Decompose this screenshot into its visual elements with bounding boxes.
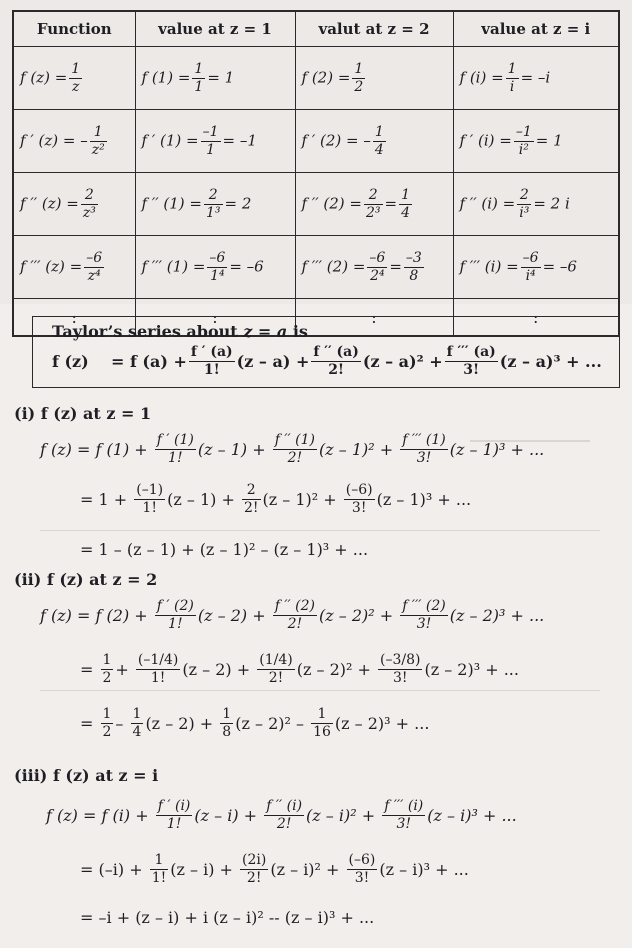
denominator: 1! <box>168 616 183 632</box>
taylor-term3-tail: (z – a)³ + ... <box>499 352 602 371</box>
equation-lhs: = <box>80 660 94 679</box>
term1-fraction <box>131 706 144 741</box>
denominator: 2! <box>246 870 262 886</box>
numerator: (1/4) <box>259 652 293 668</box>
term3-tail: (z – i)³ + ... <box>427 806 517 825</box>
cell-fraction <box>364 187 383 222</box>
cell-fraction <box>84 250 104 285</box>
equation-lhs: f (z) = <box>46 806 97 825</box>
cell-z1 <box>135 110 295 173</box>
denominator: 1⁴ <box>210 267 225 284</box>
term2-tail: (z – 1)² + <box>262 490 337 509</box>
numerator: f ′′′ (i) <box>384 798 424 814</box>
cell-fraction <box>352 61 365 96</box>
numerator: 1 <box>102 706 112 722</box>
taylor-term2-tail: (z – a)² + <box>362 352 443 371</box>
cell-zi <box>453 110 619 173</box>
bleed-through-rule <box>40 530 600 531</box>
term3-tail: (z – 2)³ + ... <box>424 660 519 679</box>
cell-rhs: = –6 <box>229 257 264 275</box>
numerator: –1 <box>515 123 532 140</box>
cell-rhs: = 2 i <box>533 194 570 212</box>
cell-equals: = <box>384 194 398 212</box>
cell-fraction <box>207 250 227 285</box>
term3-tail: (z – 2)³ + ... <box>334 714 430 733</box>
denominator: 3! <box>351 500 367 516</box>
denominator: i⁴ <box>525 267 536 284</box>
numerator: 1 <box>102 652 112 668</box>
numerator: f ′′ (i) <box>266 798 303 814</box>
taylor-title <box>52 322 308 341</box>
cell-func <box>13 110 135 173</box>
function-values-table <box>12 10 620 337</box>
cell-lhs: f ′′ (2) = <box>301 194 362 212</box>
numerator: f ′ (1) <box>156 432 194 448</box>
numerator: –6 <box>369 249 386 266</box>
equation-lhs: = <box>80 714 94 733</box>
term1-tail: (z – 2) + <box>197 606 266 625</box>
term0-fraction <box>101 706 114 741</box>
cell-fraction <box>517 187 531 222</box>
numerator: 1 <box>507 60 517 77</box>
part1-line2 <box>80 482 471 517</box>
header-function: Function <box>13 11 135 47</box>
part1-line1 <box>40 432 544 467</box>
term2-fraction <box>257 652 294 687</box>
cell-fraction <box>192 61 205 96</box>
denominator: 3! <box>416 616 432 632</box>
continuation-dots: : <box>135 299 295 337</box>
term1-tail: (z – 2) + <box>145 714 214 733</box>
cell-rhs: = 2 <box>224 194 252 212</box>
taylor-title-var: z = a <box>243 322 288 341</box>
term1-fraction <box>156 798 193 833</box>
denominator: 1! <box>168 450 183 466</box>
part2-line3 <box>80 706 429 741</box>
continuation-dots: : <box>13 299 135 337</box>
part2-line1 <box>40 598 544 633</box>
numerator: f ′ (2) <box>156 598 194 614</box>
cell-lhs: f ′′′ (z) = <box>20 257 83 275</box>
term3-fraction <box>382 798 425 833</box>
cell-lhs: f ′ (1) = <box>141 131 199 149</box>
term2-fraction <box>273 432 317 467</box>
numerator: f ′′′ (2) <box>402 598 446 614</box>
numerator: 2 <box>517 187 531 205</box>
term3-fraction <box>400 432 447 467</box>
term2-fraction <box>242 482 261 517</box>
cell-lhs: f ′ (2) = – <box>301 131 371 149</box>
term2-tail: (z – 2)² + <box>319 606 394 625</box>
denominator: z <box>72 78 80 95</box>
numerator: 1 <box>71 60 81 77</box>
numerator: (2i) <box>242 852 267 868</box>
term0-join: – <box>115 714 124 733</box>
term2-tail: (z – i)² + <box>270 860 340 879</box>
numerator: (–1/4) <box>137 652 179 668</box>
numerator: f ′′′ (1) <box>402 432 446 448</box>
cell-rhs: = –6 <box>542 257 577 275</box>
part2-line2 <box>80 652 519 687</box>
numerator: 1 <box>222 706 232 722</box>
header-value-z2: valut at z = 2 <box>295 11 453 47</box>
cell-rhs: = –i <box>520 68 551 86</box>
cell-z2 <box>295 236 453 299</box>
taylor-eq: = <box>110 352 125 371</box>
denominator: 2! <box>243 500 259 516</box>
term3-fraction <box>344 482 375 517</box>
denominator: z⁴ <box>87 267 101 284</box>
cell-fraction <box>373 124 386 159</box>
term2-tail: (z – 2)² – <box>235 714 304 733</box>
equation-lhs: = <box>80 860 94 879</box>
term2-fraction <box>220 706 233 741</box>
cell-zi <box>453 173 619 236</box>
term0-join: + <box>115 660 129 679</box>
numerator: 1 <box>401 186 411 203</box>
cell-fraction <box>521 250 541 285</box>
denominator: 2! <box>276 816 292 832</box>
taylor-term1-tail: (z – a) + <box>236 352 310 371</box>
cell-lhs: f ′′ (z) = <box>20 194 79 212</box>
cell-equals: = <box>389 257 402 275</box>
denominator: 1! <box>150 670 166 686</box>
term2-fraction <box>240 852 268 887</box>
denominator: i² <box>518 141 529 158</box>
cell-fraction <box>81 187 98 222</box>
continuation-dots: : <box>453 299 619 337</box>
cell-lhs: f ′′′ (1) = <box>141 257 206 275</box>
term3-fraction <box>347 852 378 887</box>
denominator: 16 <box>313 724 331 740</box>
denominator: 8 <box>409 267 419 284</box>
taylor-title-end: is <box>292 322 308 341</box>
header-value-zi: value at z = i <box>453 11 619 47</box>
cell-lhs: f ′ (z) = – <box>20 131 88 149</box>
term1-tail: (z – 1) + <box>197 440 266 459</box>
cell-rhs: = 1 <box>535 131 563 149</box>
taylor-term2-frac: $\frac{f '' (a)}{2!}$ <box>313 344 359 378</box>
numerator: 1 <box>90 124 107 142</box>
cell-func <box>13 173 135 236</box>
term3-fraction <box>378 652 422 687</box>
cell-z2 <box>295 47 453 110</box>
cell-lhs: f ′′ (i) = <box>459 194 516 212</box>
denominator: 2! <box>287 616 303 632</box>
cell-z1 <box>135 47 295 110</box>
cell-lhs: f ′′ (1) = <box>141 194 202 212</box>
cell-lhs: f (1) = <box>141 68 191 86</box>
part1-line3: = 1 – (z – 1) + (z – 1)² – (z – 1)³ + ... <box>80 540 369 559</box>
term1-fraction <box>155 432 196 467</box>
taylor-term0: f (a) + <box>129 352 187 371</box>
taylor-formula <box>52 344 602 379</box>
cell-z2 <box>295 110 453 173</box>
cell-fraction <box>69 61 82 96</box>
denominator: 2 <box>354 78 364 95</box>
term3-tail: (z – 2)³ + ... <box>449 606 545 625</box>
denominator: 1! <box>142 500 157 516</box>
numerator: (–3/8) <box>379 652 421 668</box>
taylor-lhs: f (z) <box>52 352 89 371</box>
cell-fraction <box>367 250 387 285</box>
term0-fraction <box>101 652 114 687</box>
table-row <box>13 236 619 299</box>
taylor-term1-frac: $\frac{f ' (a)}{1!}$ <box>190 344 233 378</box>
table-row <box>13 47 619 110</box>
numerator: f ′′ (2) <box>274 598 316 614</box>
term2-fraction <box>273 598 317 633</box>
numerator: 1 <box>132 706 142 722</box>
denominator: 1! <box>166 816 182 832</box>
part1-heading: (i) f (z) at z = 1 <box>14 404 152 423</box>
cell-func <box>13 47 135 110</box>
numerator: (–6) <box>348 852 376 868</box>
cell-fraction <box>201 124 221 159</box>
cell-fraction-2 <box>399 187 412 222</box>
denominator: 3! <box>396 816 412 832</box>
numerator: 1 <box>150 852 169 870</box>
cell-lhs: f (2) = <box>301 68 351 86</box>
term3-tail: (z – 1)³ + ... <box>449 440 545 459</box>
term2-tail: (z – i)² + <box>306 806 376 825</box>
denominator: 2 <box>102 670 112 686</box>
term3-fraction <box>311 706 333 741</box>
bleed-through-rule <box>40 690 600 691</box>
cell-z1 <box>135 173 295 236</box>
denominator: 3! <box>416 450 432 466</box>
denominator: z² <box>91 141 105 158</box>
term1-tail: (z – 1) + <box>167 490 235 509</box>
cell-lhs: f ′′′ (i) = <box>459 257 519 275</box>
cell-fraction <box>514 124 534 159</box>
equation-lhs: f (z) = <box>40 440 91 459</box>
denominator: 4 <box>132 724 142 740</box>
term1-fraction <box>136 652 180 687</box>
denominator: 2! <box>287 450 303 466</box>
equation-lhs: f (z) = <box>40 606 91 625</box>
numerator: f ′′ (1) <box>274 432 316 448</box>
denominator: 4 <box>374 141 384 158</box>
cell-fraction <box>506 61 519 96</box>
cell-lhs: f ′ (i) = <box>459 131 512 149</box>
part3-line3: = –i + (z – i) + i (z – i)² -- (z – i)³ + ... <box>80 908 375 927</box>
equation-term0: 1 + <box>98 490 128 509</box>
equation-term0: f (2) + <box>95 606 148 625</box>
equation-term0: f (i) + <box>101 806 149 825</box>
term3-fraction <box>400 598 447 633</box>
cell-rhs: = –1 <box>222 131 257 149</box>
denominator: 4 <box>401 204 411 221</box>
term2-fraction <box>264 798 304 833</box>
table-row <box>13 110 619 173</box>
term1-tail: (z – i) + <box>170 860 233 879</box>
numerator: (–1) <box>136 482 164 498</box>
denominator: i³ <box>519 204 530 221</box>
cell-lhs: f (i) = <box>459 68 504 86</box>
part3-line2 <box>80 852 469 887</box>
denominator: 2⁴ <box>370 267 385 284</box>
header-value-z1: value at z = 1 <box>135 11 295 47</box>
term1-tail: (z – 2) + <box>182 660 251 679</box>
numerator: –3 <box>405 249 422 266</box>
taylor-term3-frac: $\frac{f ''' (a)}{3!}$ <box>446 344 496 378</box>
part3-heading: (iii) f (z) at z = i <box>14 766 159 785</box>
cell-fraction <box>90 124 107 159</box>
equation-lhs: = <box>80 490 94 509</box>
part3-line1 <box>46 798 517 833</box>
denominator: 1 <box>194 78 204 95</box>
denominator: 2³ <box>365 204 381 221</box>
term3-tail: (z – 1)³ + ... <box>376 490 472 509</box>
numerator: 1 <box>311 706 333 724</box>
part2-heading: (ii) f (z) at z = 2 <box>14 570 158 589</box>
numerator: 1 <box>194 60 204 77</box>
denominator: 2! <box>268 670 284 686</box>
cell-lhs: f (z) = <box>20 68 68 86</box>
cell-fraction-2 <box>404 250 424 285</box>
cell-lhs: f ′′′ (2) = <box>301 257 366 275</box>
denominator: i <box>509 78 515 95</box>
equation-term0: (–i) + <box>98 860 143 879</box>
denominator: 2 <box>102 724 112 740</box>
term1-fraction <box>155 598 196 633</box>
cell-func <box>13 236 135 299</box>
numerator: 1 <box>374 123 384 140</box>
cell-zi <box>453 47 619 110</box>
numerator: 2 <box>81 187 98 205</box>
cell-z1 <box>135 236 295 299</box>
numerator: (–6) <box>345 482 373 498</box>
denominator: z³ <box>82 204 96 221</box>
numerator: f ′ (i) <box>157 798 191 814</box>
denominator: 1 <box>206 141 215 158</box>
cell-zi <box>453 236 619 299</box>
cell-fraction <box>204 187 223 222</box>
numerator: –1 <box>202 123 219 140</box>
continuation-dots: : <box>295 299 453 337</box>
term1-tail: (z – i) + <box>194 806 258 825</box>
numerator: 2 <box>242 482 261 500</box>
table-header-row <box>13 11 619 47</box>
denominator: 1³ <box>205 204 221 221</box>
taylor-title-text: Taylor’s series about <box>52 322 238 341</box>
numerator: –6 <box>522 249 539 266</box>
denominator: 8 <box>222 724 232 740</box>
denominator: 1! <box>151 870 167 886</box>
denominator: 3! <box>392 670 408 686</box>
cell-rhs: = 1 <box>207 68 235 86</box>
equation-term0: f (1) + <box>95 440 148 459</box>
numerator: 2 <box>364 187 383 205</box>
numerator: –6 <box>209 249 226 266</box>
term3-tail: (z – i)³ + ... <box>379 860 469 879</box>
term1-fraction <box>150 852 169 887</box>
table-row <box>13 173 619 236</box>
cell-z2 <box>295 173 453 236</box>
numerator: 1 <box>354 60 364 77</box>
denominator: 3! <box>354 870 370 886</box>
term2-tail: (z – 1)² + <box>319 440 394 459</box>
numerator: –6 <box>86 249 103 266</box>
term1-fraction <box>134 482 165 517</box>
term2-tail: (z – 2)² + <box>296 660 371 679</box>
numerator: 2 <box>204 187 223 205</box>
